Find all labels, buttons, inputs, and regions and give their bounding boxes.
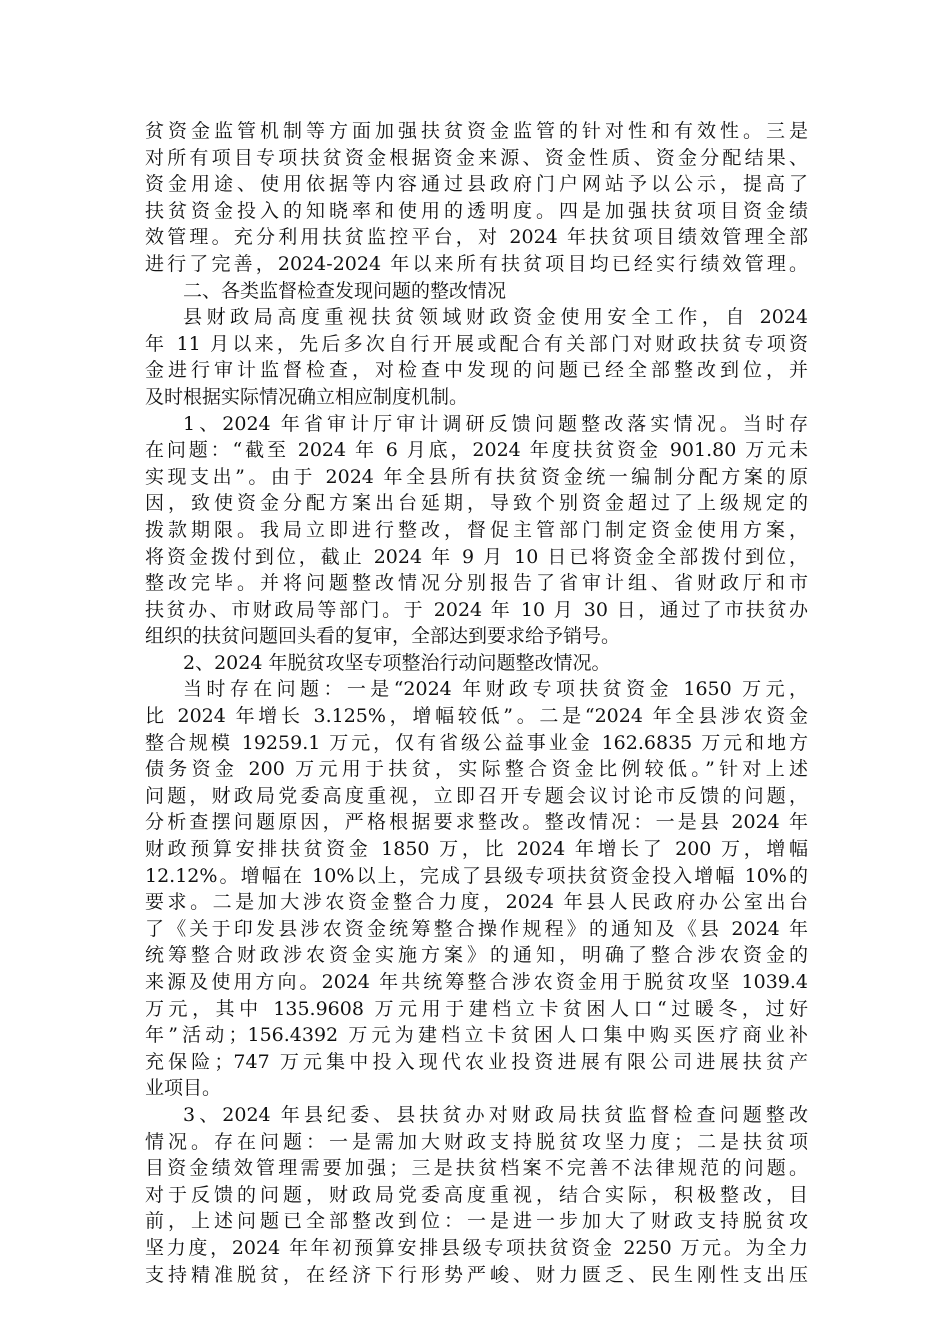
paragraph-line: 拨款期限。我局立即进行整改，督促主管部门制定资金使用方案， — [145, 518, 808, 541]
paragraph-line: 坚力度，2024 年年初预算安排县级专项扶贫资金 2250 万元。为全力 — [145, 1236, 808, 1259]
paragraph-line: 将资金拨付到位，截止 2024 年 9 月 10 日已将资金全部拨付到位， — [145, 545, 808, 568]
paragraph-line: 目资金绩效管理需要加强；三是扶贫档案不完善不法律规范的问题。 — [145, 1157, 808, 1180]
paragraph-line: 组织的扶贫问题回头看的复审，全部达到要求给予销号。 — [145, 625, 621, 648]
paragraph-line: 债务资金 200 万元用于扶贫，实际整合资金比例较低。”针对上述 — [145, 758, 808, 781]
paragraph-line: 问题，财政局党委高度重视，立即召开专题会议讨论市反馈的问题， — [145, 784, 808, 807]
paragraph-line: 及时根据实际情况确立相应制度机制。 — [145, 385, 469, 408]
paragraph-line: 在问题：“截至 2024 年 6 月底，2024 年度扶贫资金 901.80 万元未 — [145, 439, 808, 462]
paragraph-line: 效管理。充分利用扶贫监控平台，对 2024 年扶贫项目绩效管理全部 — [145, 226, 808, 249]
paragraph-line: 支持精准脱贫，在经济下行形势严峻、财力匮乏、民生刚性支出压 — [145, 1263, 808, 1286]
paragraph-line: 因，致使资金分配方案出台延期，导致个别资金超过了上级规定的 — [145, 492, 808, 515]
paragraph-line: 分析查摆问题原因，严格根据要求整改。整改情况：一是县 2024 年 — [145, 811, 808, 834]
paragraph-line: 要求。二是加大涉农资金整合力度，2024 年县人民政府办公室出台 — [145, 891, 808, 914]
section-heading-line: 二、各类监督检查发现问题的整改情况 — [183, 279, 507, 302]
paragraph-line: 来源及使用方向。2024 年共统筹整合涉农资金用于脱贫攻坚 1039.4 — [145, 971, 808, 993]
paragraph-line: 12.12%。增幅在 10%以上，完成了县级专项扶贫资金投入增幅 10%的 — [145, 864, 808, 887]
paragraph-line: 贫资金监管机制等方面加强扶贫资金监管的针对性和有效性。三是 — [145, 120, 808, 142]
paragraph-line: 扶贫办、市财政局等部门。于 2024 年 10 月 30 日，通过了市扶贫办 — [145, 598, 808, 621]
paragraph-line: 了《关于印发县涉农资金统筹整合操作规程》的通知及《县 2024 年 — [145, 917, 808, 940]
paragraph-line: 充保险；747 万元集中投入现代农业投资进展有限公司进展扶贫产 — [145, 1050, 808, 1073]
paragraph-line: 对所有项目专项扶贫资金根据资金来源、资金性质、资金分配结果、 — [145, 146, 808, 169]
paragraph-line: 万元，其中 135.9608 万元用于建档立卡贫困人口“过暖冬，过好 — [145, 997, 808, 1020]
paragraph-line: 年”活动；156.4392 万元为建档立卡贫困人口集中购买医疗商业补 — [145, 1024, 808, 1047]
paragraph-line: 实现支出”。由于 2024 年全县所有扶贫资金统一编制分配方案的原 — [145, 465, 808, 488]
paragraph-line: 资金用途、使用依据等内容通过县政府门户网站予以公示，提高了 — [145, 173, 808, 196]
paragraph-line: 业项目。 — [145, 1077, 222, 1100]
paragraph-line: 整改完毕。并将问题整改情况分别报告了省审计组、省财政厅和市 — [145, 572, 808, 595]
document-body — [145, 118, 808, 1288]
paragraph-line: 财政预算安排扶贫资金 1850 万，比 2024 年增长了 200 万，增幅 — [145, 838, 808, 861]
paragraph-line: 3、2024 年县纪委、县扶贫办对财政局扶贫监督检查问题整改 — [183, 1103, 808, 1126]
paragraph-line: 金进行审计监督检查，对检查中发现的问题已经全部整改到位，并 — [145, 359, 808, 382]
paragraph-line: 整合规模 19259.1 万元，仅有省级公益事业金 162.6835 万元和地方 — [145, 731, 808, 754]
paragraph-line: 当时存在问题：一是“2024 年财政专项扶贫资金 1650 万元， — [183, 678, 808, 701]
paragraph-line: 县财政局高度重视扶贫领域财政资金使用安全工作，自 2024 — [183, 306, 808, 329]
paragraph-line: 比 2024 年增长 3.125%，增幅较低”。二是“2024 年全县涉农资金 — [145, 705, 808, 728]
paragraph-line: 统筹整合财政涉农资金实施方案》的通知，明确了整合涉农资金的 — [145, 944, 808, 967]
paragraph-line: 扶贫资金投入的知晓率和使用的透明度。四是加强扶贫项目资金绩 — [145, 199, 808, 222]
paragraph-line: 年 11 月以来，先后多次自行开展或配合有关部门对财政扶贫专项资 — [145, 332, 808, 355]
paragraph-line: 前，上述问题已全部整改到位：一是进一步加大了财政支持脱贫攻 — [145, 1210, 808, 1233]
paragraph-line: 进行了完善，2024-2024 年以来所有扶贫项目均已经实行绩效管理。 — [145, 252, 808, 275]
paragraph-line: 1、2024 年省审计厅审计调研反馈问题整改落实情况。当时存 — [183, 412, 808, 435]
section-heading-line: 2、2024 年脱贫攻坚专项整治行动问题整改情况。 — [183, 651, 611, 674]
paragraph-line: 情况。存在问题：一是需加大财政支持脱贫攻坚力度；二是扶贫项 — [145, 1130, 808, 1153]
paragraph-line: 对于反馈的问题，财政局党委高度重视，结合实际，积极整改，目 — [145, 1183, 808, 1206]
